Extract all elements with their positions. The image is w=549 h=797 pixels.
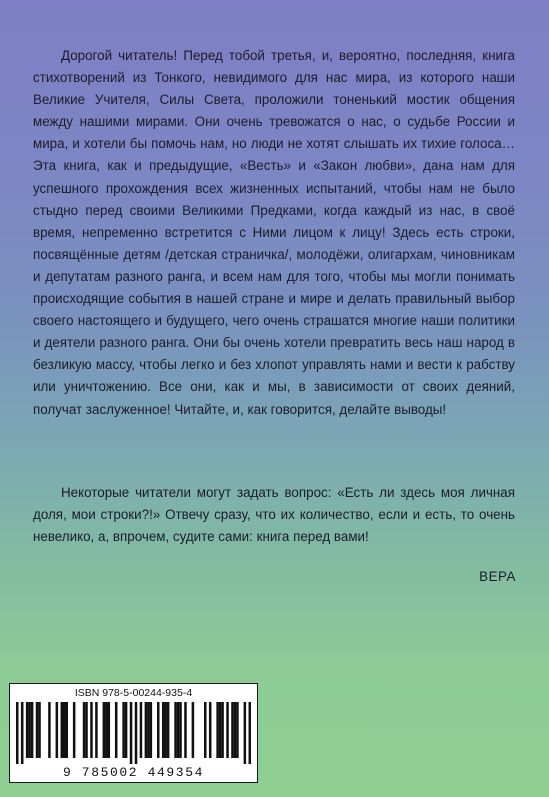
barcode-bar <box>56 702 59 758</box>
barcode-bar <box>48 702 51 758</box>
author-signature: ВЕРА <box>479 569 516 584</box>
barcode-bar <box>73 702 76 758</box>
barcode-bar <box>90 702 93 758</box>
barcode-bar <box>103 702 106 758</box>
barcode-image <box>16 702 251 764</box>
barcode-bar <box>236 702 239 758</box>
barcode-bar <box>249 702 251 764</box>
barcode-bar <box>105 702 108 758</box>
barcode-bar <box>216 702 219 758</box>
barcode-bar <box>204 702 207 758</box>
isbn-label: ISBN 978-5-00244-935-4 <box>74 687 193 699</box>
barcode-bar <box>140 702 143 758</box>
barcode-bar <box>145 702 148 758</box>
barcode-bar <box>95 702 98 758</box>
barcode-bar <box>125 702 128 758</box>
barcode-bar <box>164 702 167 758</box>
barcode-bar <box>130 702 133 764</box>
barcode-bar <box>115 702 118 758</box>
barcode-bar <box>184 702 187 758</box>
barcode-digits: 9 785002 449354 <box>62 765 205 780</box>
barcode-bar <box>177 702 180 758</box>
barcode-bar <box>221 702 224 758</box>
barcode-bar <box>31 702 34 758</box>
question-paragraph: Некоторые читатели могут задать вопрос: «Есть ли здесь моя личная доля, мои строки?!» Отвечу сразу, что их количество, если и есть, то очень невелико, а, впрочем, судите сами: книга перед вами! <box>33 485 515 545</box>
barcode-bar <box>147 702 150 758</box>
barcode-panel <box>9 683 258 783</box>
barcode-bar <box>85 702 88 758</box>
barcode-bar <box>38 702 41 758</box>
barcode-bar <box>226 702 229 758</box>
barcode-bar <box>167 702 170 758</box>
barcode-bar <box>162 702 165 758</box>
barcode-bar <box>192 702 195 758</box>
barcode-bar <box>219 702 222 758</box>
barcode-bar <box>21 702 24 764</box>
barcode-bar <box>26 702 29 758</box>
barcode-bar <box>209 702 212 758</box>
barcode-bar <box>150 702 153 758</box>
barcode-bar <box>231 702 234 758</box>
barcode-bar <box>16 702 19 764</box>
barcode-bar <box>244 702 247 764</box>
barcode-bar <box>179 702 182 758</box>
barcode-bar <box>36 702 39 758</box>
barcode-bar <box>28 702 31 758</box>
barcode-bar <box>234 702 237 758</box>
barcode-bar <box>83 702 86 758</box>
barcode-bar <box>122 702 125 758</box>
barcode-bar <box>61 702 64 758</box>
barcode-bar <box>135 702 138 764</box>
barcode-bar <box>65 702 68 758</box>
barcode-bar <box>157 702 160 758</box>
barcode-bar <box>63 702 66 758</box>
barcode-bar <box>108 702 111 758</box>
intro-paragraph: Дорогой читатель! Перед тобой третья, и, вероятно, последняя, книга стихотворений из Тонкого, невидимого для нас мира, из которого наши Великие Учителя, Силы Света, проложили тоненький мостик общения между нашими мирами. Они очень тревожатся о нас, о судьбе России и мира, и хотели бы помочь нам, но люди не хотят слышать их тихие голоса… Эта книга, как и предыдущие, «Весть» и «Закон любви», дана нам для успешного прохождения всех жизненных испытаний, чтобы нам не было стыдно перед своими Великими Предками, когда каждый из нас, в своё время, непременно встретится с Ними лицом к лицу! Здесь есть строки, посвящённые детям /детская страничка/, молодёжи, олигархам, чиновникам и депутатам разного ранга, и всем нам для того, чтобы мы могли понимать происходящие события в нашей стране и мире и делать правильный выбор своего настоящего и будущего, чего очень страшатся многие наши политики и деятели разного ранга. Они бы очень хотели превратить весь наш народ в безликую массу, чтобы легко и без хлопот управлять нами и вести к рабству или уничтожению. Все они, как и мы, в зависимости от своих деяний, получат заслуженное! Читайте, и, как говорится, делайте выводы! <box>33 48 515 417</box>
barcode-bar <box>174 702 177 758</box>
